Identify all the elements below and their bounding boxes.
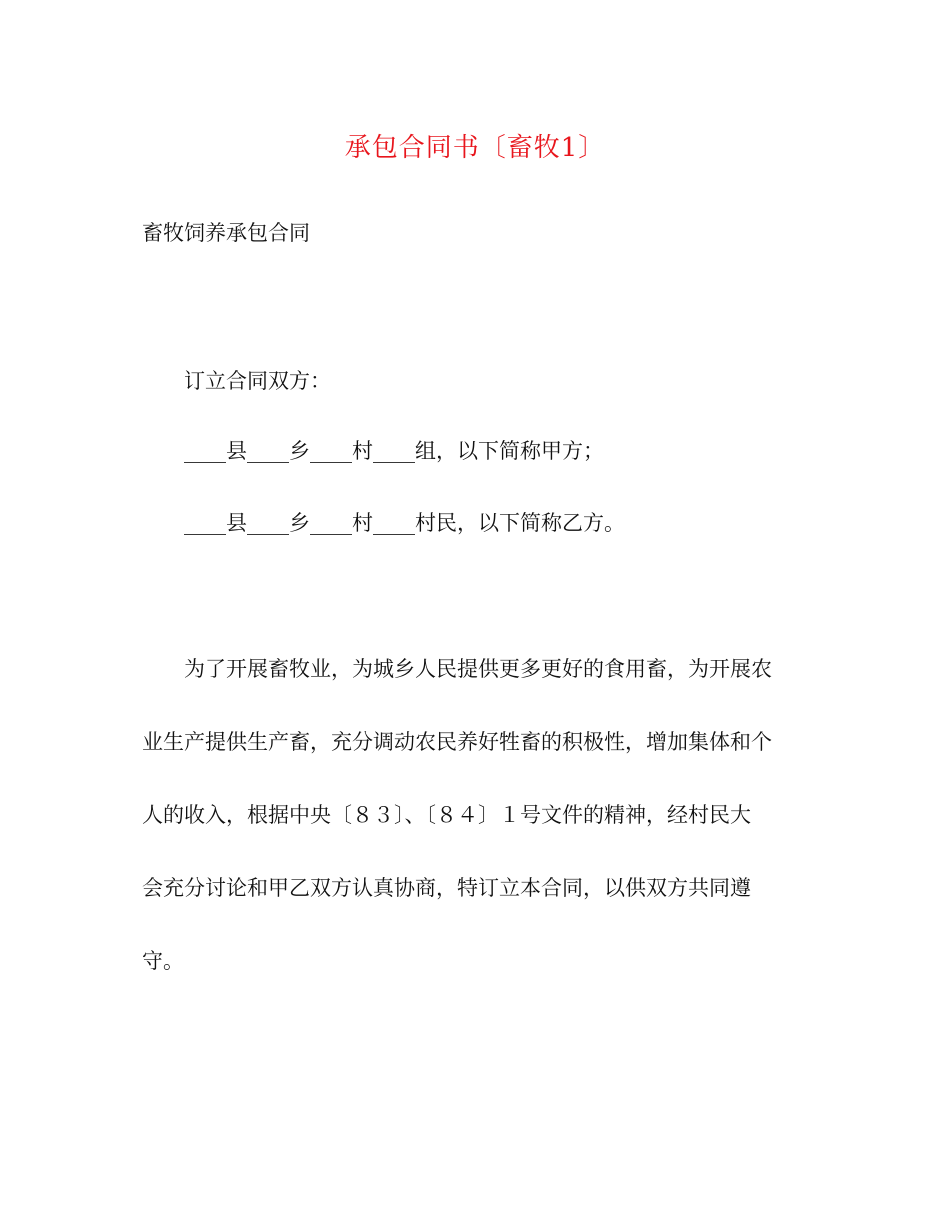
- party-b-line: ____县____乡____村____村民，以下简称乙方。: [184, 511, 625, 535]
- body-line: 为了开展畜牧业，为城乡人民提供更多更好的食用畜，为开展农: [184, 657, 772, 681]
- body-line: 守。: [142, 949, 184, 973]
- body-line: 会充分讨论和甲乙双方认真协商，特订立本合同，以供双方共同遵: [142, 876, 751, 900]
- document-title: 承包合同书〔畜牧1〕: [344, 133, 606, 163]
- body-line: 业生产提供生产畜，充分调动农民养好牲畜的积极性，增加集体和个: [142, 730, 772, 754]
- body-line: 人的收入，根据中央〔８３〕、〔８４〕１号文件的精神，经村民大: [142, 803, 751, 827]
- document-subtitle: 畜牧饲养承包合同: [142, 221, 310, 245]
- party-a-line: ____县____乡____村____组，以下简称甲方；: [184, 439, 604, 463]
- parties-heading: 订立合同双方：: [184, 369, 331, 393]
